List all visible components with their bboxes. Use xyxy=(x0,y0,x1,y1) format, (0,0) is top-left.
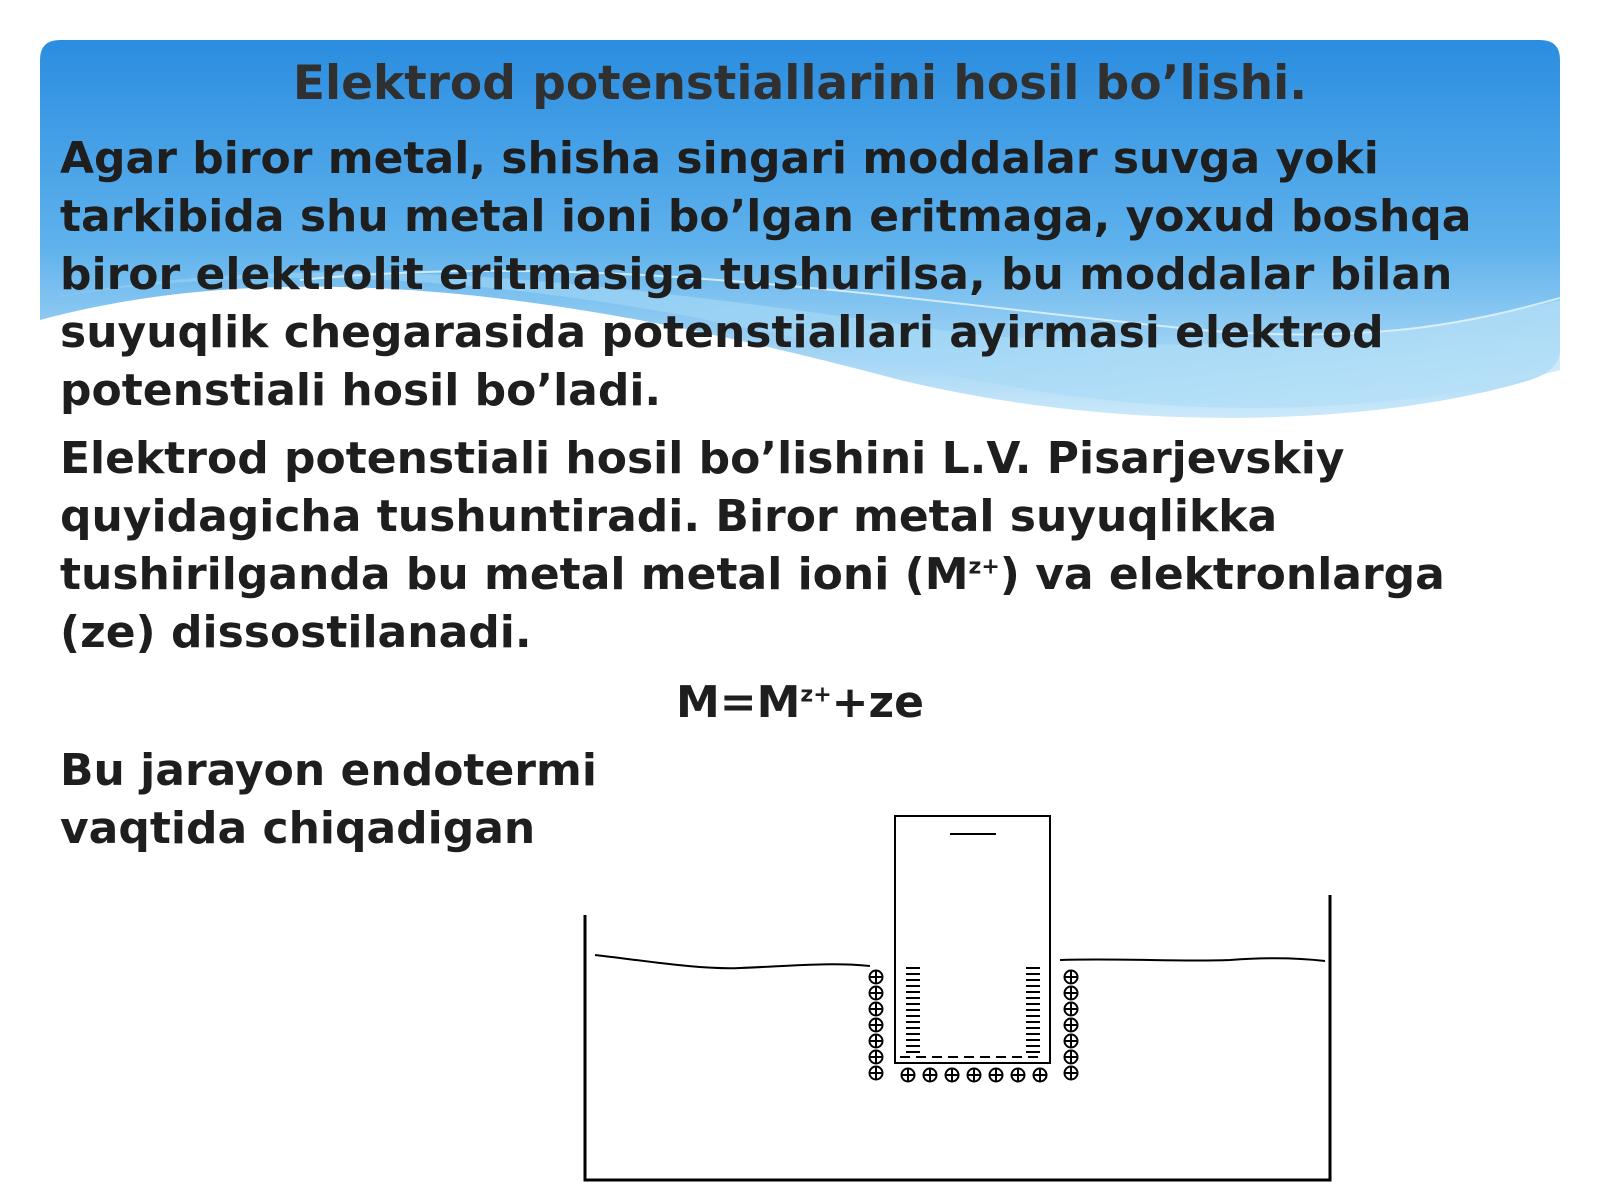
electron-layer-right xyxy=(1026,968,1040,1052)
liquid-surface-left xyxy=(595,955,870,968)
paragraph-definition: Agar biror metal, shisha singari moddalar suvga yoki tarkibida shu metal ioni bo’lgan eritmaga, yoxud boshqa biror elektrolit eritmasiga tushurilsa, bu moddalar bilan suyuqlik chegarasida potenstiallari ayirmasi elektrod potenstiali hosil bo’ladi. xyxy=(60,133,1472,416)
p2-ion-charge: z+ xyxy=(968,554,1000,580)
p3-line-2: vaqtida chiqadigan xyxy=(60,803,536,854)
equation-lhs: M=M xyxy=(675,677,801,728)
p3-line-1: Bu jarayon endotermi xyxy=(60,745,597,796)
cation-layer xyxy=(870,971,1078,1082)
liquid-surface-right xyxy=(1060,958,1325,961)
p2-text-after: ) va elektronlarga (ze) dissostilanadi. xyxy=(60,549,1445,658)
electron-layer-left xyxy=(906,968,920,1052)
equation-charge: z+ xyxy=(800,682,832,708)
equation-rhs: +ze xyxy=(831,677,924,728)
vessel xyxy=(585,895,1330,1180)
p2-text-before: Elektrod potenstiali hosil bo’lishini L.V. Pisarjevskiy quyidagicha tushuntiradi. Biror metal suyuqlikka tushirilganda bu metal metal ioni (M xyxy=(60,433,1345,600)
metal-electrode xyxy=(895,816,1050,1063)
page-title: Elektrod potenstiallarini hosil bo’lishi. xyxy=(292,56,1308,111)
